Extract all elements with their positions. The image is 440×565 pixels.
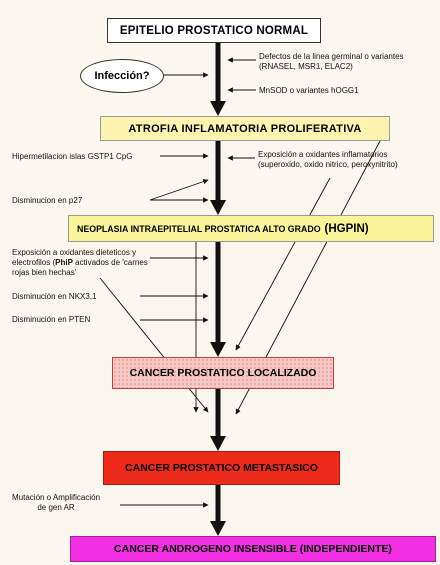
stage-localized-cancer xyxy=(112,357,334,389)
stage-label: EPITELIO PROSTATICO NORMAL xyxy=(119,24,309,37)
spine-arrowhead-3 xyxy=(210,342,226,357)
factor-text-line: Defectos de la linea germinal o variantes xyxy=(259,52,404,61)
stage-label: NEOPLASIA INTRAEPITELIAL PROSTATICA ALTO GRADO xyxy=(77,223,321,234)
infection-label: Infección? xyxy=(94,70,150,82)
factor-text-part: activados de 'carnes xyxy=(72,258,148,267)
factor-pten-decrease xyxy=(12,315,90,325)
factor-mnsod xyxy=(259,86,359,96)
factor-inflammatory-oxidants xyxy=(258,150,398,170)
factor-text-part: electrofilos ( xyxy=(12,258,56,267)
spine-arrowhead-1 xyxy=(210,101,226,116)
factor-text-line: Mutación o Amplificación xyxy=(12,493,101,502)
factor-text-line: de gen AR xyxy=(37,503,75,512)
spine-arrowhead-5 xyxy=(210,521,226,536)
spine-arrowhead-4 xyxy=(210,436,226,451)
stage-label: CANCER ANDROGENO INSENSIBLE (INDEPENDIENTE) xyxy=(114,543,392,555)
arrow-dieteticos-down xyxy=(100,278,208,412)
stage-metastatic-cancer xyxy=(103,451,340,485)
stage-androgen-insensitive-cancer xyxy=(70,536,436,562)
factor-gstp1-hypermethylation xyxy=(12,152,132,162)
factor-text-line: Exposición a oxidantes dieteticos y xyxy=(12,248,137,257)
stage-proliferative-atrophy xyxy=(100,116,390,141)
stage-label: CANCER PROSTATICO LOCALIZADO xyxy=(129,367,317,379)
factor-text-line: Hipermetilacion islas GSTP1 CpG xyxy=(12,152,133,161)
factor-germline-defects xyxy=(259,52,404,72)
factor-text-line: MnSOD o variantes hOGG1 xyxy=(259,86,359,95)
stage-label: ATROFIA INFLAMATORIA PROLIFERATIVA xyxy=(128,122,362,135)
factor-text-line xyxy=(12,258,148,268)
spine-arrowhead-2 xyxy=(210,200,226,215)
factor-text-line: Disminución en PTEN xyxy=(12,315,91,324)
factor-text-line: (RNASEL, MSR1, ELAC2) xyxy=(259,62,353,71)
factor-text-line: rojas bien hechas' xyxy=(12,268,77,277)
factor-text-line: Disminución en NKX3,1 xyxy=(12,292,97,301)
stage-abbreviation: (HGPIN) xyxy=(324,222,369,235)
factor-p27-decrease xyxy=(12,196,82,206)
stage-normal-epithelium xyxy=(107,18,321,43)
factor-text-line: (superoxido, oxido nitrico, peroxynitrito) xyxy=(258,160,398,169)
stage-label: CANCER PROSTATICO METASTASICO xyxy=(125,462,318,474)
factor-ar-mutation xyxy=(12,493,100,513)
factor-text-line: Exposición a oxidantes inflamatorios xyxy=(258,150,388,159)
factor-text-line: Disminucion en p27 xyxy=(12,196,83,205)
factor-text-bold: PhiP xyxy=(55,258,73,267)
stage-hgpin xyxy=(68,215,434,242)
arrow-p27-diagonal xyxy=(150,180,208,200)
factor-nkx31-decrease xyxy=(12,292,96,302)
factor-dietary-oxidants xyxy=(12,248,148,278)
infection-node xyxy=(80,59,164,93)
